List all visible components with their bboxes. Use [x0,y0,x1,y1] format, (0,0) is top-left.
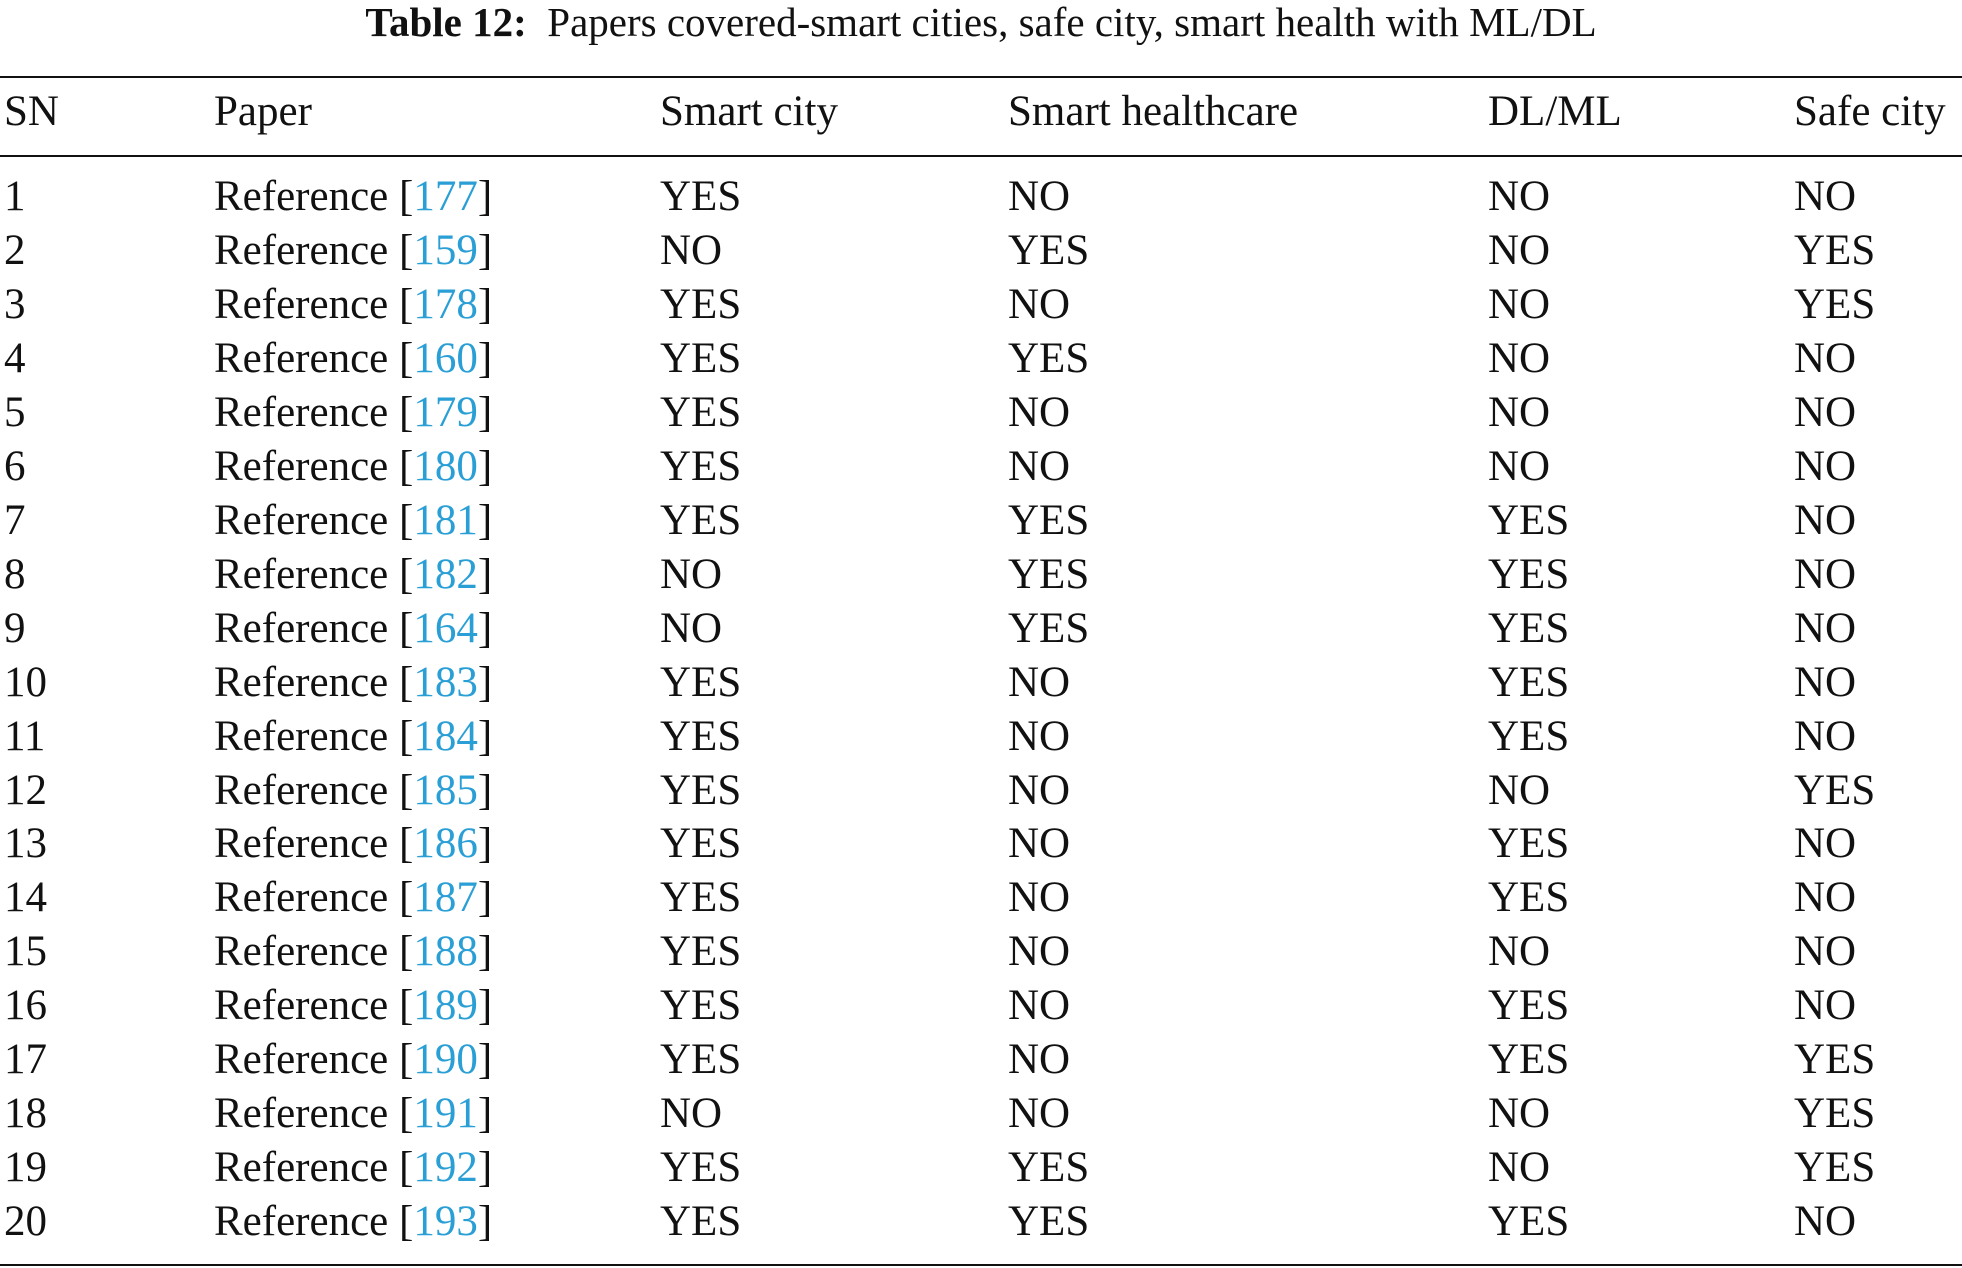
cell-paper [214,1033,492,1087]
cell-paper [214,278,492,332]
cell-dl-ml: NO [1488,280,1551,328]
table-header-row [0,84,1962,140]
table-header-rule [0,155,1962,157]
cell-dl-ml: YES [1488,1198,1570,1245]
cell-dl-ml: YES [1488,550,1570,598]
table-caption-text: Papers covered-smart cities, safe city, smart health with ML/DL [547,0,1597,45]
cell-safe-city: YES [1794,226,1876,274]
table-row [0,764,1962,818]
cell-smart-city: YES [660,712,742,760]
reference-suffix: ] [477,226,493,274]
table-row [0,278,1962,332]
header-sn: SN [4,88,59,135]
reference-link[interactable]: 186 [413,820,478,868]
reference-prefix: Reference [ [214,173,414,220]
cell-smart-healthcare: YES [1008,226,1090,274]
cell-smart-city: YES [660,1144,742,1192]
cell-sn: 3 [4,280,26,328]
reference-suffix: ] [477,1036,493,1084]
reference-suffix: ] [477,442,493,490]
cell-sn: 10 [4,658,47,706]
reference-suffix: ] [477,280,493,328]
cell-sn: 12 [4,766,47,814]
cell-smart-healthcare: NO [1008,658,1071,706]
reference-link[interactable]: 164 [413,604,478,652]
cell-safe-city: NO [1794,173,1857,220]
reference-prefix: Reference [ [214,1036,414,1084]
cell-dl-ml: YES [1488,820,1570,868]
reference-link[interactable]: 193 [413,1198,478,1245]
table-row [0,871,1962,925]
cell-smart-city: YES [660,982,742,1030]
cell-smart-healthcare: YES [1008,604,1090,652]
reference-suffix: ] [477,1144,493,1192]
cell-safe-city: NO [1794,604,1857,652]
reference-prefix: Reference [ [214,712,414,760]
cell-safe-city: NO [1794,496,1857,544]
cell-dl-ml: YES [1488,496,1570,544]
cell-smart-healthcare: YES [1008,496,1090,544]
cell-dl-ml: NO [1488,226,1551,274]
cell-paper [214,224,492,278]
reference-link[interactable]: 191 [413,1090,478,1138]
table-row [0,494,1962,548]
cell-smart-healthcare: NO [1008,820,1071,868]
cell-dl-ml: YES [1488,874,1570,922]
cell-dl-ml: NO [1488,1090,1551,1138]
cell-smart-healthcare: YES [1008,550,1090,598]
cell-smart-city: YES [660,1198,742,1245]
reference-link[interactable]: 183 [413,658,478,706]
cell-safe-city: YES [1794,1036,1876,1084]
cell-dl-ml: NO [1488,173,1551,220]
reference-prefix: Reference [ [214,1198,414,1245]
cell-paper [214,656,492,710]
cell-smart-healthcare: YES [1008,1144,1090,1192]
cell-safe-city: NO [1794,982,1857,1030]
table-row [0,332,1962,386]
cell-paper [214,817,492,871]
cell-sn: 17 [4,1036,47,1084]
cell-smart-healthcare: NO [1008,1090,1071,1138]
cell-smart-healthcare: NO [1008,442,1071,490]
cell-smart-healthcare: NO [1008,982,1071,1030]
cell-smart-city: YES [660,874,742,922]
cell-sn: 14 [4,874,47,922]
reference-prefix: Reference [ [214,442,414,490]
cell-sn: 16 [4,982,47,1030]
table-top-rule [0,76,1962,78]
table-row [0,925,1962,979]
cell-sn: 9 [4,604,26,652]
reference-link[interactable]: 177 [413,173,478,220]
cell-dl-ml: NO [1488,1144,1551,1192]
table-row [0,1087,1962,1141]
cell-sn: 5 [4,388,26,436]
cell-paper [214,440,492,494]
cell-dl-ml: YES [1488,658,1570,706]
cell-safe-city: NO [1794,874,1857,922]
cell-smart-healthcare: NO [1008,928,1071,976]
cell-sn: 7 [4,496,26,544]
table-bottom-rule [0,1264,1962,1266]
reference-link[interactable]: 159 [413,226,478,274]
reference-prefix: Reference [ [214,658,414,706]
table-row [0,548,1962,602]
cell-safe-city: YES [1794,1144,1876,1192]
cell-smart-healthcare: NO [1008,1036,1071,1084]
reference-prefix: Reference [ [214,874,414,922]
cell-paper [214,1087,492,1141]
cell-safe-city: NO [1794,658,1857,706]
cell-sn: 13 [4,820,47,868]
cell-smart-city: NO [660,226,723,274]
cell-sn: 6 [4,442,26,490]
reference-suffix: ] [477,820,493,868]
cell-smart-city: NO [660,1090,723,1138]
reference-prefix: Reference [ [214,550,414,598]
cell-smart-city: YES [660,766,742,814]
reference-suffix: ] [477,173,493,220]
table-row [0,1141,1962,1195]
header-safe-city: Safe city [1794,88,1946,135]
cell-dl-ml: YES [1488,604,1570,652]
cell-smart-healthcare: NO [1008,388,1071,436]
cell-safe-city: YES [1794,280,1876,328]
table-row [0,1195,1962,1249]
cell-dl-ml: YES [1488,1036,1570,1084]
cell-sn: 20 [4,1198,47,1245]
reference-suffix: ] [477,712,493,760]
table-row [0,656,1962,710]
reference-link[interactable]: 185 [413,766,478,814]
reference-link[interactable]: 180 [413,442,478,490]
reference-prefix: Reference [ [214,1144,414,1192]
cell-paper [214,710,492,764]
reference-suffix: ] [477,1090,493,1138]
cell-safe-city: NO [1794,928,1857,976]
table-row [0,710,1962,764]
reference-link[interactable]: 192 [413,1144,478,1192]
cell-paper [214,602,492,656]
cell-smart-city: YES [660,334,742,382]
cell-dl-ml: NO [1488,334,1551,382]
cell-smart-city: YES [660,173,742,220]
cell-dl-ml: NO [1488,928,1551,976]
cell-smart-city: NO [660,550,723,598]
cell-paper [214,494,492,548]
cell-smart-city: YES [660,928,742,976]
cell-dl-ml: NO [1488,442,1551,490]
header-smart-healthcare: Smart healthcare [1008,88,1299,135]
header-paper: Paper [214,88,312,135]
reference-link[interactable]: 178 [413,280,478,328]
reference-link[interactable]: 184 [413,712,478,760]
cell-smart-city: YES [660,820,742,868]
reference-prefix: Reference [ [214,982,414,1030]
cell-smart-city: YES [660,658,742,706]
table-row [0,440,1962,494]
cell-sn: 8 [4,550,26,598]
cell-dl-ml: NO [1488,388,1551,436]
reference-suffix: ] [477,928,493,976]
cell-smart-healthcare: NO [1008,173,1071,220]
cell-sn: 18 [4,1090,47,1138]
reference-prefix: Reference [ [214,334,414,382]
table-row [0,224,1962,278]
cell-safe-city: NO [1794,820,1857,868]
reference-suffix: ] [477,334,493,382]
cell-smart-healthcare: NO [1008,766,1071,814]
reference-link[interactable]: 190 [413,1036,478,1084]
cell-dl-ml: YES [1488,982,1570,1030]
cell-smart-healthcare: YES [1008,1198,1090,1245]
reference-prefix: Reference [ [214,1090,414,1138]
cell-smart-city: YES [660,388,742,436]
header-smart-city: Smart city [660,88,838,135]
reference-link[interactable]: 182 [413,550,478,598]
cell-paper [214,332,492,386]
reference-link[interactable]: 189 [413,982,478,1030]
cell-safe-city: NO [1794,712,1857,760]
reference-prefix: Reference [ [214,280,414,328]
reference-link[interactable]: 187 [413,874,478,922]
cell-smart-healthcare: NO [1008,874,1071,922]
cell-paper [214,925,492,979]
cell-safe-city: NO [1794,388,1857,436]
cell-safe-city: YES [1794,1090,1876,1138]
reference-link[interactable]: 181 [413,496,478,544]
cell-paper [214,979,492,1033]
cell-smart-healthcare: NO [1008,712,1071,760]
cell-smart-city: YES [660,442,742,490]
reference-suffix: ] [477,766,493,814]
cell-paper [214,871,492,925]
cell-smart-city: YES [660,280,742,328]
reference-suffix: ] [477,496,493,544]
table-row [0,979,1962,1033]
cell-safe-city: NO [1794,442,1857,490]
reference-prefix: Reference [ [214,388,414,436]
cell-paper [214,386,492,440]
cell-smart-city: NO [660,604,723,652]
table-row [0,386,1962,440]
cell-dl-ml: NO [1488,766,1551,814]
cell-sn: 11 [4,712,46,760]
header-dl-ml: DL/ML [1488,88,1622,135]
table-caption-label: Table 12: [365,0,527,45]
cell-paper [214,1195,492,1249]
cell-paper [214,170,492,224]
cell-smart-healthcare: YES [1008,334,1090,382]
cell-sn: 15 [4,928,47,976]
table-row [0,602,1962,656]
reference-suffix: ] [477,982,493,1030]
reference-prefix: Reference [ [214,226,414,274]
table-row [0,170,1962,224]
table-row [0,1033,1962,1087]
reference-suffix: ] [477,1198,493,1245]
cell-smart-healthcare: NO [1008,280,1071,328]
cell-safe-city: NO [1794,550,1857,598]
reference-suffix: ] [477,658,493,706]
cell-sn: 1 [4,173,26,220]
reference-link[interactable]: 160 [413,334,478,382]
table-row [0,817,1962,871]
cell-sn: 2 [4,226,26,274]
cell-safe-city: NO [1794,334,1857,382]
reference-suffix: ] [477,874,493,922]
reference-prefix: Reference [ [214,766,414,814]
table-caption [0,0,1962,44]
cell-paper [214,764,492,818]
cell-safe-city: YES [1794,766,1876,814]
reference-prefix: Reference [ [214,604,414,652]
cell-paper [214,1141,492,1195]
reference-prefix: Reference [ [214,928,414,976]
cell-sn: 4 [4,334,26,382]
reference-prefix: Reference [ [214,820,414,868]
cell-dl-ml: YES [1488,712,1570,760]
cell-smart-city: YES [660,496,742,544]
reference-link[interactable]: 179 [413,388,478,436]
reference-prefix: Reference [ [214,496,414,544]
cell-smart-city: YES [660,1036,742,1084]
cell-paper [214,548,492,602]
cell-sn: 19 [4,1144,47,1192]
reference-suffix: ] [477,604,493,652]
reference-link[interactable]: 188 [413,928,478,976]
reference-suffix: ] [477,550,493,598]
reference-suffix: ] [477,388,493,436]
cell-safe-city: NO [1794,1198,1857,1245]
